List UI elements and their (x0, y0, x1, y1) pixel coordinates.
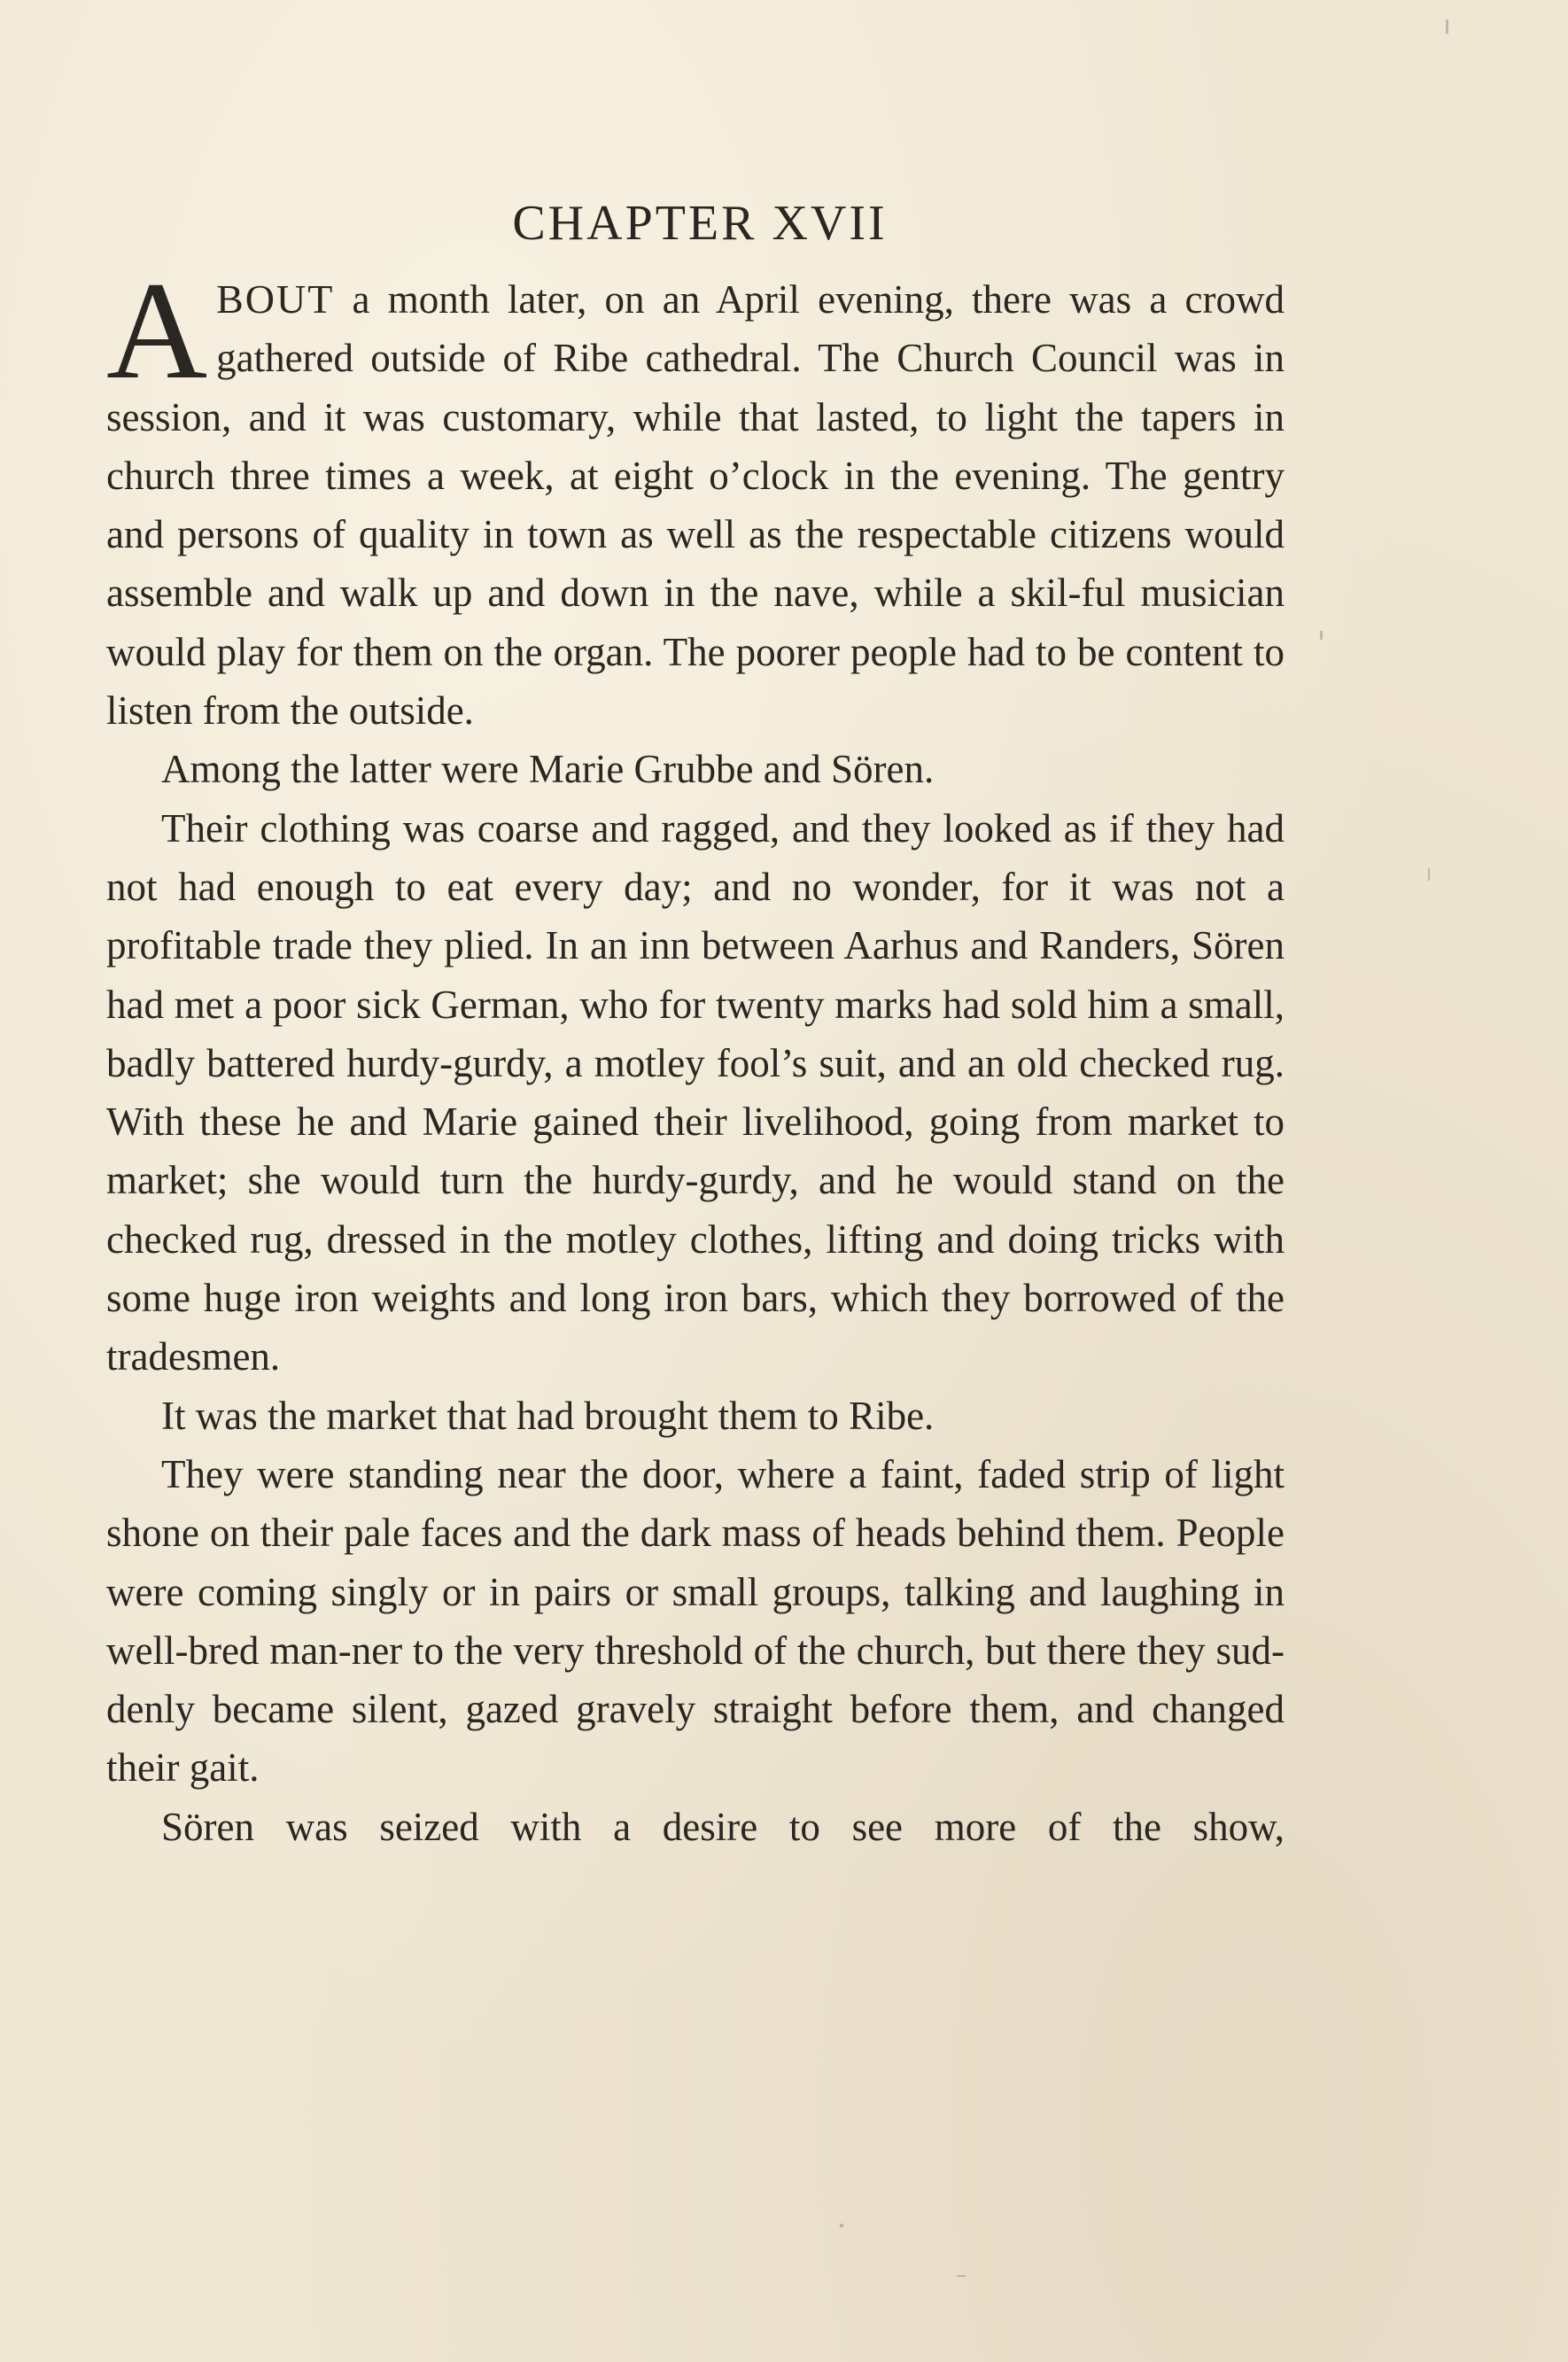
paper-speck (1320, 631, 1323, 640)
paragraph-among-the-latter: Among the latter were Marie Grubbe and Sören. (161, 747, 935, 792)
paragraph-their-clothing: Their clothing was coarse and ragged, and they looked as if they had not had enough to eat every day; and no wonder, for it was not a profitable trade they plied. In an inn between Aarhus and Randers, Sören had met a poor sick German, who for twenty marks had sold him a small, badly battered hurdy-gurdy, a motley fool’s suit, and an old checked rug. With these he and Marie gained their livelihood, going from market to market; she would turn the hurdy-gurdy, and he would stand on the checked rug, dressed in the motley clothes, lifting and doing tricks with some huge iron weights and long iron bars, which they borrowed of the tradesmen. (106, 805, 1285, 1379)
paper-speck (1428, 868, 1430, 881)
chapter-heading: CHAPTER XVII (512, 196, 888, 251)
opening-paragraph (106, 253, 1285, 740)
paper-speck (957, 2275, 966, 2277)
opening-word-rest: BOUT (216, 276, 335, 322)
opening-paragraph-text: a month later, on an April evening, there was a crowd gathered outside of Ribe cathedral. The Church Council was in session, and it was customary, while that lasted, to light the tapers in church three times a week, at eight o’clock in the evening. The gentry and persons of quality in town as well as the respectable citizens would assemble and walk up and down in the nave, while a skil-ful musician would play for them on the organ. The poorer people had to be content to listen from the outside. (106, 277, 1285, 734)
drop-cap-letter: A (106, 253, 208, 408)
paper-speck (840, 2224, 843, 2227)
paragraph-near-the-door: They were standing near the door, where a faint, faded strip of light shone on their pale faces and the dark mass of heads behind them. People were coming singly or in pairs or small groups, talking and laughing in well-bred man-ner to the very threshold of the church, but there they sud-denly became silent, gazed gravely straight before them, and changed their gait. (106, 1451, 1285, 1791)
paragraph-market-ribe: It was the market that had brought them to Ribe. (161, 1393, 935, 1438)
paragraph-soren-seized: Sören was seized with a desire to see more of the show, (161, 1804, 1285, 1849)
body-text (106, 253, 1285, 1856)
paper-speck (1446, 19, 1448, 34)
